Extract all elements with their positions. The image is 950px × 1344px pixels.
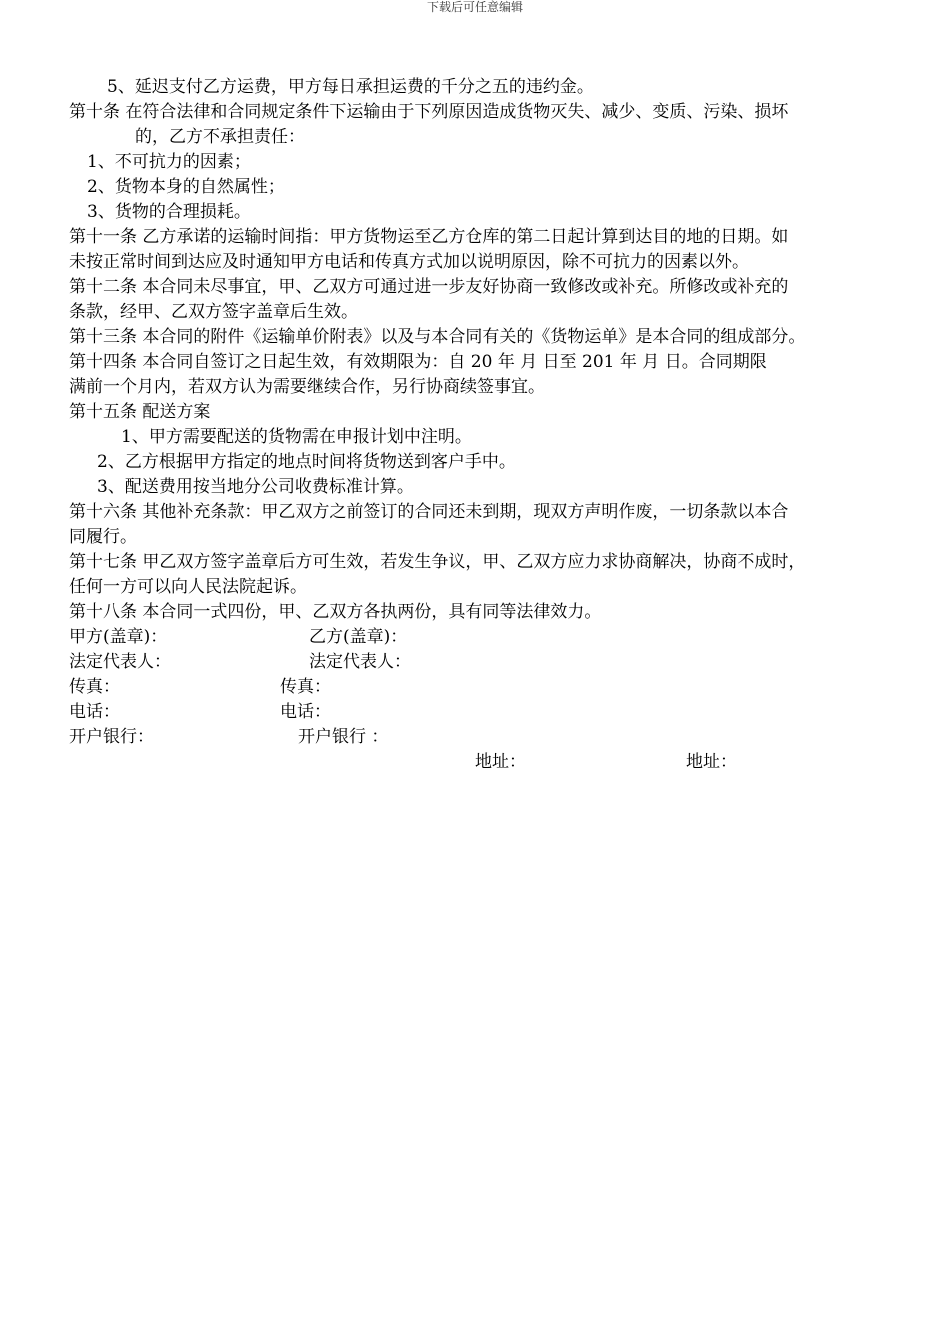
party-b-rep-label: 法定代表人：: [309, 652, 411, 672]
party-a-seal-label: 甲方(盖章)：: [69, 627, 168, 647]
signature-bank-row: [69, 725, 899, 750]
signature-rep-row: [69, 650, 899, 675]
party-b-address-label: 地址：: [686, 752, 737, 772]
clause17-line2: 任何一方可以向人民法院起诉。: [69, 577, 307, 597]
party-a-fax-label: 传真：: [69, 677, 120, 697]
clause16-line1: 第十六条 其他补充条款：甲乙双方之前签订的合同还未到期，现双方声明作废，一切条款以本合: [69, 502, 789, 522]
signature-phone-row: [69, 700, 899, 725]
clause10-item3: 3、货物的合理损耗。: [87, 202, 251, 222]
party-b-bank-label: 开户银行 ：: [298, 727, 389, 747]
clause9-item5: 5、延迟支付乙方运费，甲方每日承担运费的千分之五的违约金。: [107, 77, 594, 97]
clause11-line1: 第十一条 乙方承诺的运输时间指：甲方货物运至乙方仓库的第二日起计算到达目的地的日期。如: [69, 227, 789, 247]
header-note: 下载后可任意编辑: [426, 0, 523, 14]
signature-address-row: [69, 750, 899, 775]
clause10-line1: 第十条 在符合法律和合同规定条件下运输由于下列原因造成货物灭失、减少、变质、污染、损坏: [69, 102, 789, 122]
clause15-item1: 1、甲方需要配送的货物需在申报计划中注明。: [121, 427, 472, 447]
clause18-line1: 第十八条 本合同一式四份，甲、乙双方各执两份，具有同等法律效力。: [69, 602, 602, 622]
clause13-line1: 第十三条 本合同的附件《运输单价附表》以及与本合同有关的《货物运单》是本合同的组成部分。: [69, 327, 806, 347]
clause10-line2: 的，乙方不承担责任：: [135, 127, 305, 147]
clause10-item1: 1、不可抗力的因素；: [87, 152, 251, 172]
party-a-address-label: 地址：: [475, 752, 526, 772]
party-a-phone-label: 电话：: [69, 702, 120, 722]
party-a-rep-label: 法定代表人：: [69, 652, 171, 672]
clause15-title: 第十五条 配送方案: [69, 402, 211, 422]
clause12-line2: 条款，经甲、乙双方签字盖章后生效。: [69, 302, 358, 322]
clause10-item2: 2、货物本身的自然属性；: [87, 177, 285, 197]
clause11-line2: 未按正常时间到达应及时通知甲方电话和传真方式加以说明原因，除不可抗力的因素以外。: [69, 252, 749, 272]
clause16-line2: 同履行。: [69, 527, 137, 547]
clause14-line2: 满前一个月内，若双方认为需要继续合作，另行协商续签事宜。: [69, 377, 545, 397]
party-b-seal-label: 乙方(盖章)：: [309, 627, 408, 647]
contract-body: [69, 75, 899, 775]
clause12-line1: 第十二条 本合同未尽事宜，甲、乙双方可通过进一步友好协商一致修改或补充。所修改或补充的: [69, 277, 789, 297]
party-b-fax-label: 传真：: [280, 677, 331, 697]
party-b-phone-label: 电话：: [280, 702, 331, 722]
clause17-line1: 第十七条 甲乙双方签字盖章后方可生效，若发生争议，甲、乙双方应力求协商解决，协商不成时，: [69, 552, 806, 572]
clause15-item3: 3、配送费用按当地分公司收费标准计算。: [97, 477, 414, 497]
signature-seal-row: [69, 625, 899, 650]
party-a-bank-label: 开户银行：: [69, 727, 154, 747]
clause14-line1: 第十四条 本合同自签订之日起生效，有效期限为：自 20 年 月 日至 201 年 月 日。合同期限: [69, 352, 767, 372]
clause15-item2: 2、乙方根据甲方指定的地点时间将货物送到客户手中。: [97, 452, 516, 472]
signature-fax-row: [69, 675, 899, 700]
